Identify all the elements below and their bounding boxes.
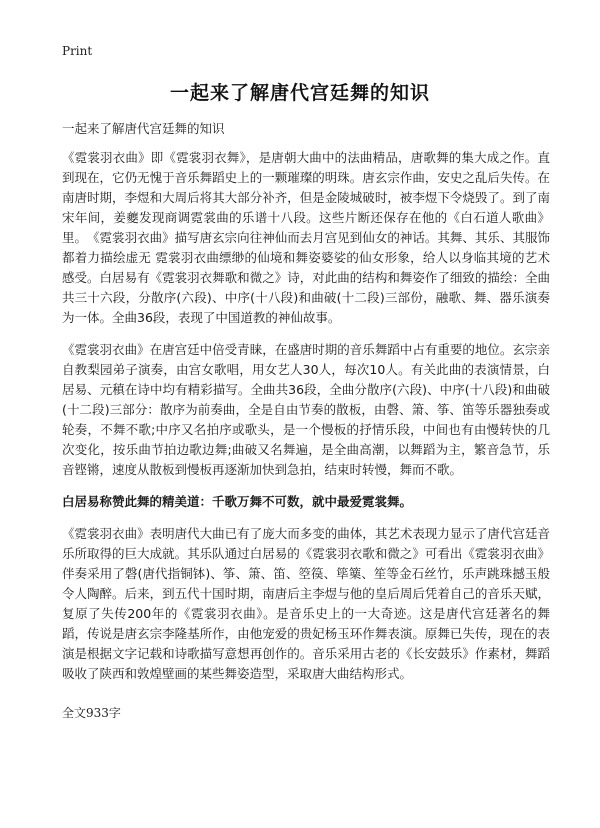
paragraph-intro: 《霓裳羽衣曲》即《霓裳羽衣舞》，是唐朝大曲中的法曲精品，唐歌舞的集大成之作。直到现在，它仍无愧于音乐舞蹈史上的一颗璀璨的明珠。唐玄宗作曲，安史之乱后失传。在南唐时期，李煜和大周后将其大部分补齐，但是金陵城破时，被李煜下令烧毁了。到了南宋年间，姜夔发现商调霓裳曲的乐谱十八段。这些片断还保存在他的《白石道人歌曲》里。 《霓裳羽衣曲》描写唐玄宗向往神仙而去月宫见到仙女的神话。其舞、其乐、其服饰都着力描绘虚无 霓裳羽衣曲缥缈的仙境和舞姿婆娑的仙女形象，给人以身临其境的艺术感受。白居易有《霓裳羽衣舞歌和微之》诗，对此曲的结构和舞姿作了细致的描绘：全曲共三十六段，分散序(六段)、中序(十八段)和曲破(十二段)三部份，融歌、舞、器乐演奏为一体。全曲36段，表现了中国道教的神仙故事。: [62, 150, 550, 325]
paragraph-quote: 白居易称赞此舞的精美道：千歌万舞不可数，就中最爱霓裳舞。: [62, 494, 413, 509]
print-link[interactable]: Print: [62, 44, 93, 58]
paragraph-history: 《霓裳羽衣曲》表明唐代大曲已有了庞大而多变的曲体，其艺术表现力显示了唐代宫廷音乐所取得的巨大成就。其乐队通过白居易的《霓裳羽衣歌和微之》可看出《霓裳羽衣曲》伴奏采用了磬(唐代指铜钵)、筝、箫、笛、箜篌、筚篥、笙等金石丝竹，乐声跳珠撼玉般令人陶醉。后来，到五代十国时期，南唐后主李煜与他的皇后周后凭着自己的音乐天赋，复原了失传200年的《霓裳羽衣曲》。是音乐史上的一大奇迹。这是唐代宫廷著名的舞蹈，传说是唐玄宗李隆基所作，由他宠爱的贵妃杨玉环作舞表演。原舞已失传，现在的表演是根据文字记载和诗歌描写意想再创作的。音乐采用古老的《长安鼓乐》作素材，舞蹈吸收了陕西和敦煌壁画的某些舞姿造型，采取唐大曲结构形式。: [62, 526, 550, 681]
article-subtitle: 一起来了解唐代宫廷舞的知识: [62, 121, 225, 136]
page-title: 一起来了解唐代宫廷舞的知识: [169, 82, 430, 104]
article-body: [62, 148, 550, 696]
word-count: 全文933字: [62, 706, 121, 720]
paragraph-performance: 《霓裳羽衣曲》在唐宫廷中倍受青睐，在盛唐时期的音乐舞蹈中占有重要的地位。玄宗亲自教梨园弟子演奏，由宫女歌唱，用女艺人30人，每次10人。有关此曲的表演情景，白居易、元稹在诗中均有精彩描写。全曲共36段，全曲分散序(六段)、中序(十八段)和曲破(十二段)三部分：散序为前奏曲，全是自由节奏的散板，由磬、箫、筝、笛等乐器独奏或轮奏，不舞不歌;中序又名拍序或歌头，是一个慢板的抒情乐段，中间也有由慢转快的几次变化，按乐曲节拍边歌边舞;曲破又名舞遍，是全曲高潮，以舞蹈为主，繁音急节，乐音铿锵，速度从散板到慢板再逐渐加快到急拍，结束时转慢，舞而不歌。: [62, 342, 550, 477]
